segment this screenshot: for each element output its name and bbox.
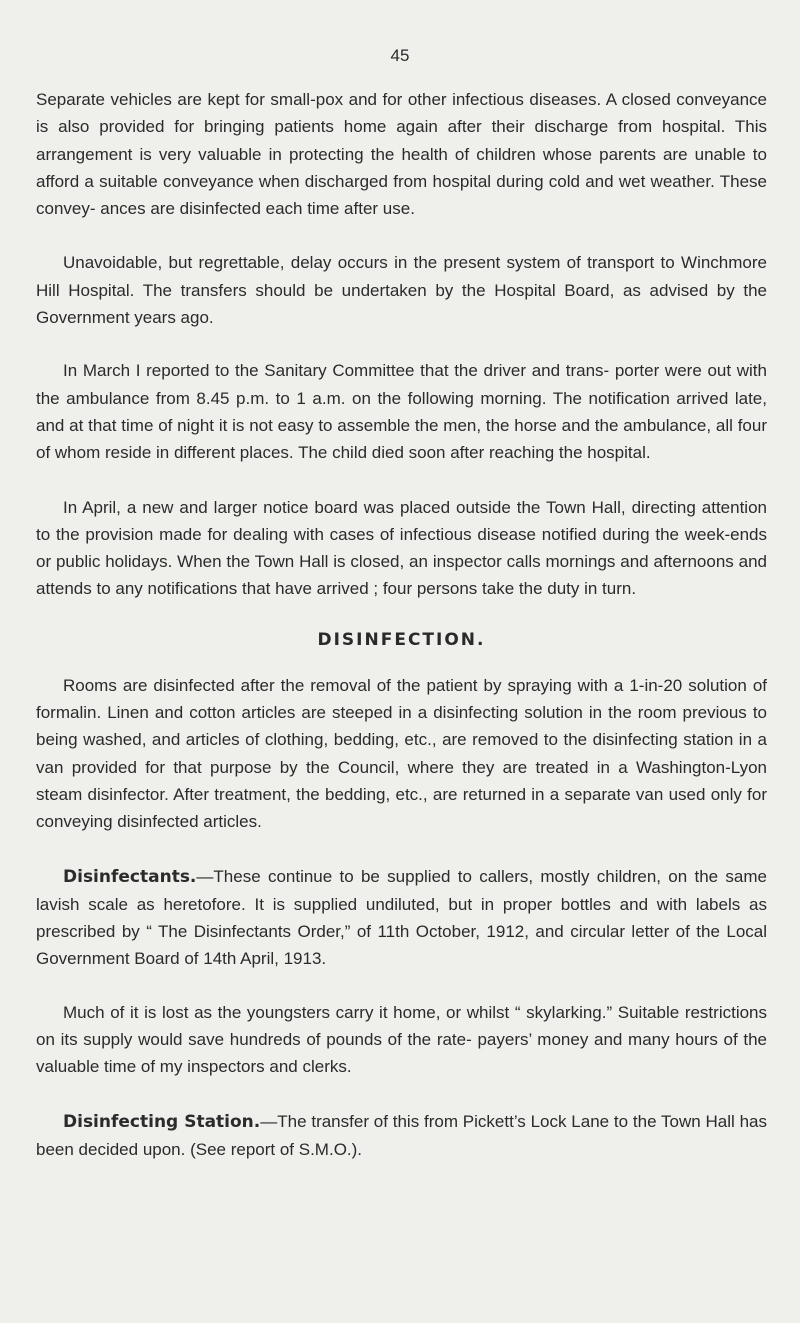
paragraph-notice-board: In April, a new and larger notice board was placed outside the Town Hall, directing attention to the provision made for dealing with cases of infectious disease notified during the week-ends or public holidays. When the Town Hall is closed, an inspector calls mornings and afternoons and attends to any notifications that have arrived ; four persons take the duty in turn. [36,497,767,599]
run-in-heading-disinfectants: Disinfectants. [63,866,197,887]
paragraph-march-report: In March I reported to the Sanitary Committee that the driver and trans- porter were out with the ambulance from 8.45 p.m. to 1 a.m. on the following morning. The notification arrived late, and at that time of night it is not easy to assemble the men, the horse and the ambulance, all four of whom reside in different places. The child died soon after reaching the hospital. [36,361,767,463]
paragraph-rooms-disinfected: Rooms are disinfected after the removal of the patient by spraying with a 1-in-20 solution of formalin. Linen and cotton articles are steeped in a disinfecting solution in the room previous to being washed, and articles of clothing, bedding, etc., are removed to the disinfecting station in a van provided for that purpose by the Council, where they are treated in a Washington-Lyon steam disinfector. After treatment, the bedding, etc., are returned in a separate van used only for conveying disinfected articles. [36,675,767,832]
paragraph-vehicles: Separate vehicles are kept for small-pox and for other infectious diseases. A closed conveyance is also provided for bringing patients home again after their discharge from hospital. This arrangement is very valuable in protecting the health of children whose parents are unable to afford a suitable conveyance when discharged from hospital during cold and wet weather. These convey- ances are disinfected each time after use. [36,90,767,219]
paragraph-disinfectants-text: —These continue to be supplied to callers, mostly children, on the same lavish scale as heretofore. It is supplied undiluted, but in proper bottles and with labels as prescribed by “ The Disinfectants Order,” of 11th October, 1912, and circular letter of the Local Government Board of 14th April, 1913. [36,866,767,969]
paragraph-disinfecting-station-text: —The transfer of this from Pickett’s Lock Lane to the Town Hall has been decided upon. (See report of S.M.O.). [36,1111,767,1159]
run-in-heading-disinfecting-station: Disinfecting Station. [63,1111,261,1132]
paragraph-skylarking: Much of it is lost as the youngsters carry it home, or whilst “ skylarking.” Suitable restrictions on its supply would save hundreds of pounds of the rate- payers’ money and many hours of the valuable time of my inspectors and clerks. [36,1002,767,1077]
paragraph-disinfectants [36,863,767,973]
paragraph-disinfecting-station [36,1108,767,1164]
page-number: 45 [390,46,410,65]
section-heading-disinfection: DISINFECTION. [317,629,486,650]
paragraph-transport-delay: Unavoidable, but regrettable, delay occurs in the present system of transport to Winchmore Hill Hospital. The transfers should be undertaken by the Hospital Board, as advised by the Government years ago. [36,253,767,328]
page-body [36,86,767,1163]
